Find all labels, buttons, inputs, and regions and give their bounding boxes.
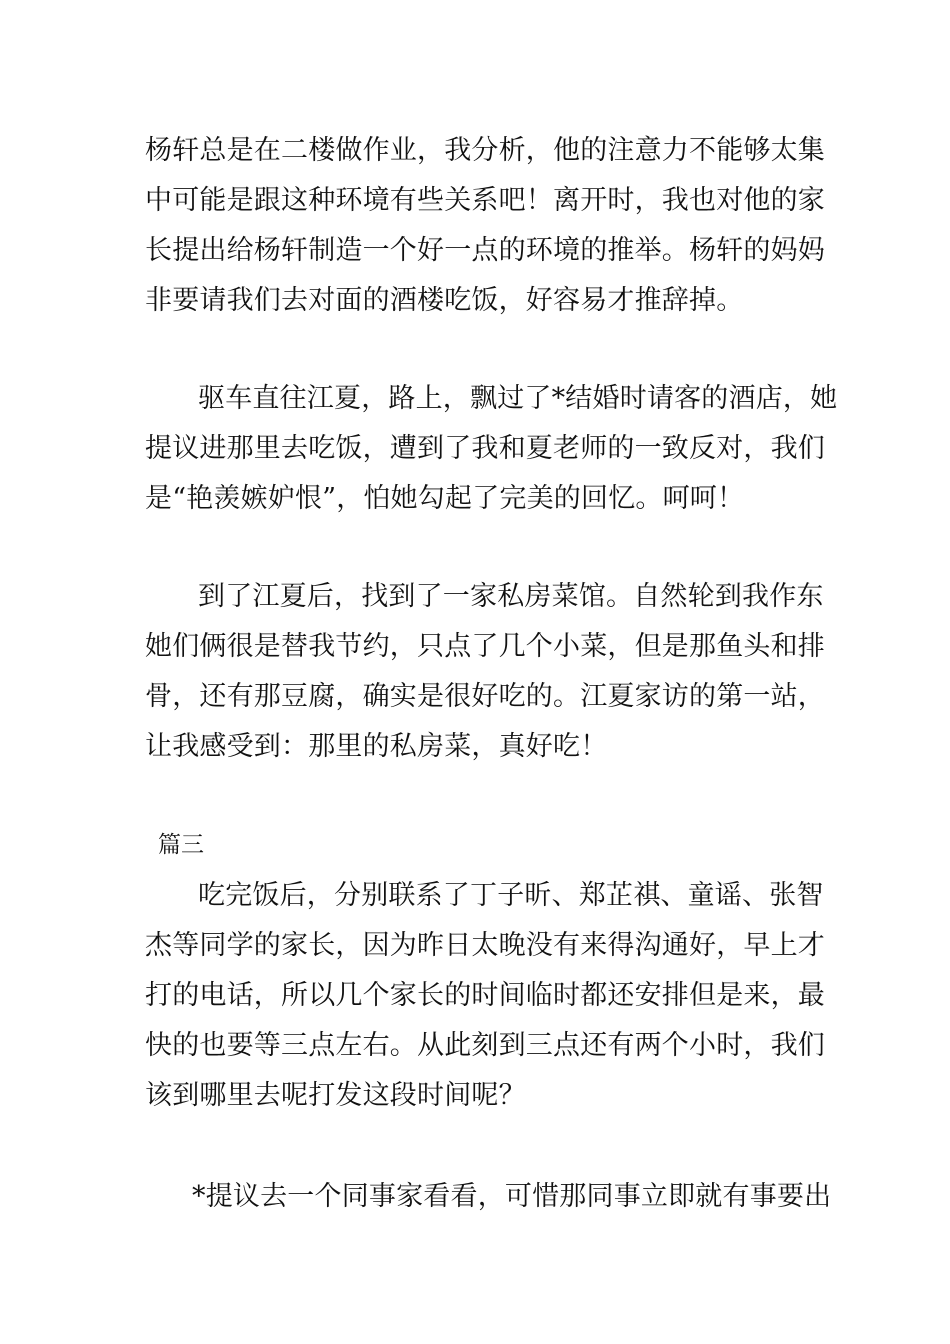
paragraph-4-line-5: 该到哪里去呢打发这段时间呢？ [145,1080,526,1111]
paragraph-2-line-1: 驱车直往江夏，路上，飘过了*结婚时请客的酒店，她 [198,383,838,414]
paragraph-1-line-4: 非要请我们去对面的酒楼吃饭，好容易才推辞掉。 [145,285,744,316]
paragraph-1-line-2: 中可能是跟这种环境有些关系吧！离开时，我也对他的家 [145,185,825,216]
paragraph-3-line-3: 骨，还有那豆腐，确实是很好吃的。江夏家访的第一站， [145,681,825,712]
paragraph-4-line-1: 吃完饭后，分别联系了丁子昕、郑芷祺、童谣、张智 [198,880,824,911]
paragraph-1-line-1: 杨轩总是在二楼做作业，我分析，他的注意力不能够太集 [145,135,825,166]
paragraph-5-line-1: *提议去一个同事家看看，可惜那同事立即就有事要出 [192,1181,832,1212]
paragraph-2-line-2: 提议进那里去吃饭，遭到了我和夏老师的一致反对，我们 [145,433,825,464]
paragraph-1-line-3: 长提出给杨轩制造一个好一点的环境的推举。杨轩的妈妈 [145,235,825,266]
paragraph-4-line-2: 杰等同学的家长，因为昨日太晚没有来得沟通好，早上才 [145,930,825,961]
paragraph-3-line-4: 让我感受到：那里的私房菜，真好吃！ [145,731,608,762]
paragraph-3-line-2: 她们俩很是替我节约，只点了几个小菜，但是那鱼头和排 [145,631,825,662]
section-heading: 篇三 [158,832,204,858]
paragraph-4-line-4: 快的也要等三点左右。从此刻到三点还有两个小时，我们 [145,1030,825,1061]
paragraph-2-line-3: 是“艳羡嫉妒恨”，怕她勾起了完美的回忆。呵呵！ [145,483,745,514]
paragraph-4-line-3: 打的电话，所以几个家长的时间临时都还安排但是来，最 [145,980,825,1011]
paragraph-3-line-1: 到了江夏后，找到了一家私房菜馆。自然轮到我作东 [198,581,824,612]
